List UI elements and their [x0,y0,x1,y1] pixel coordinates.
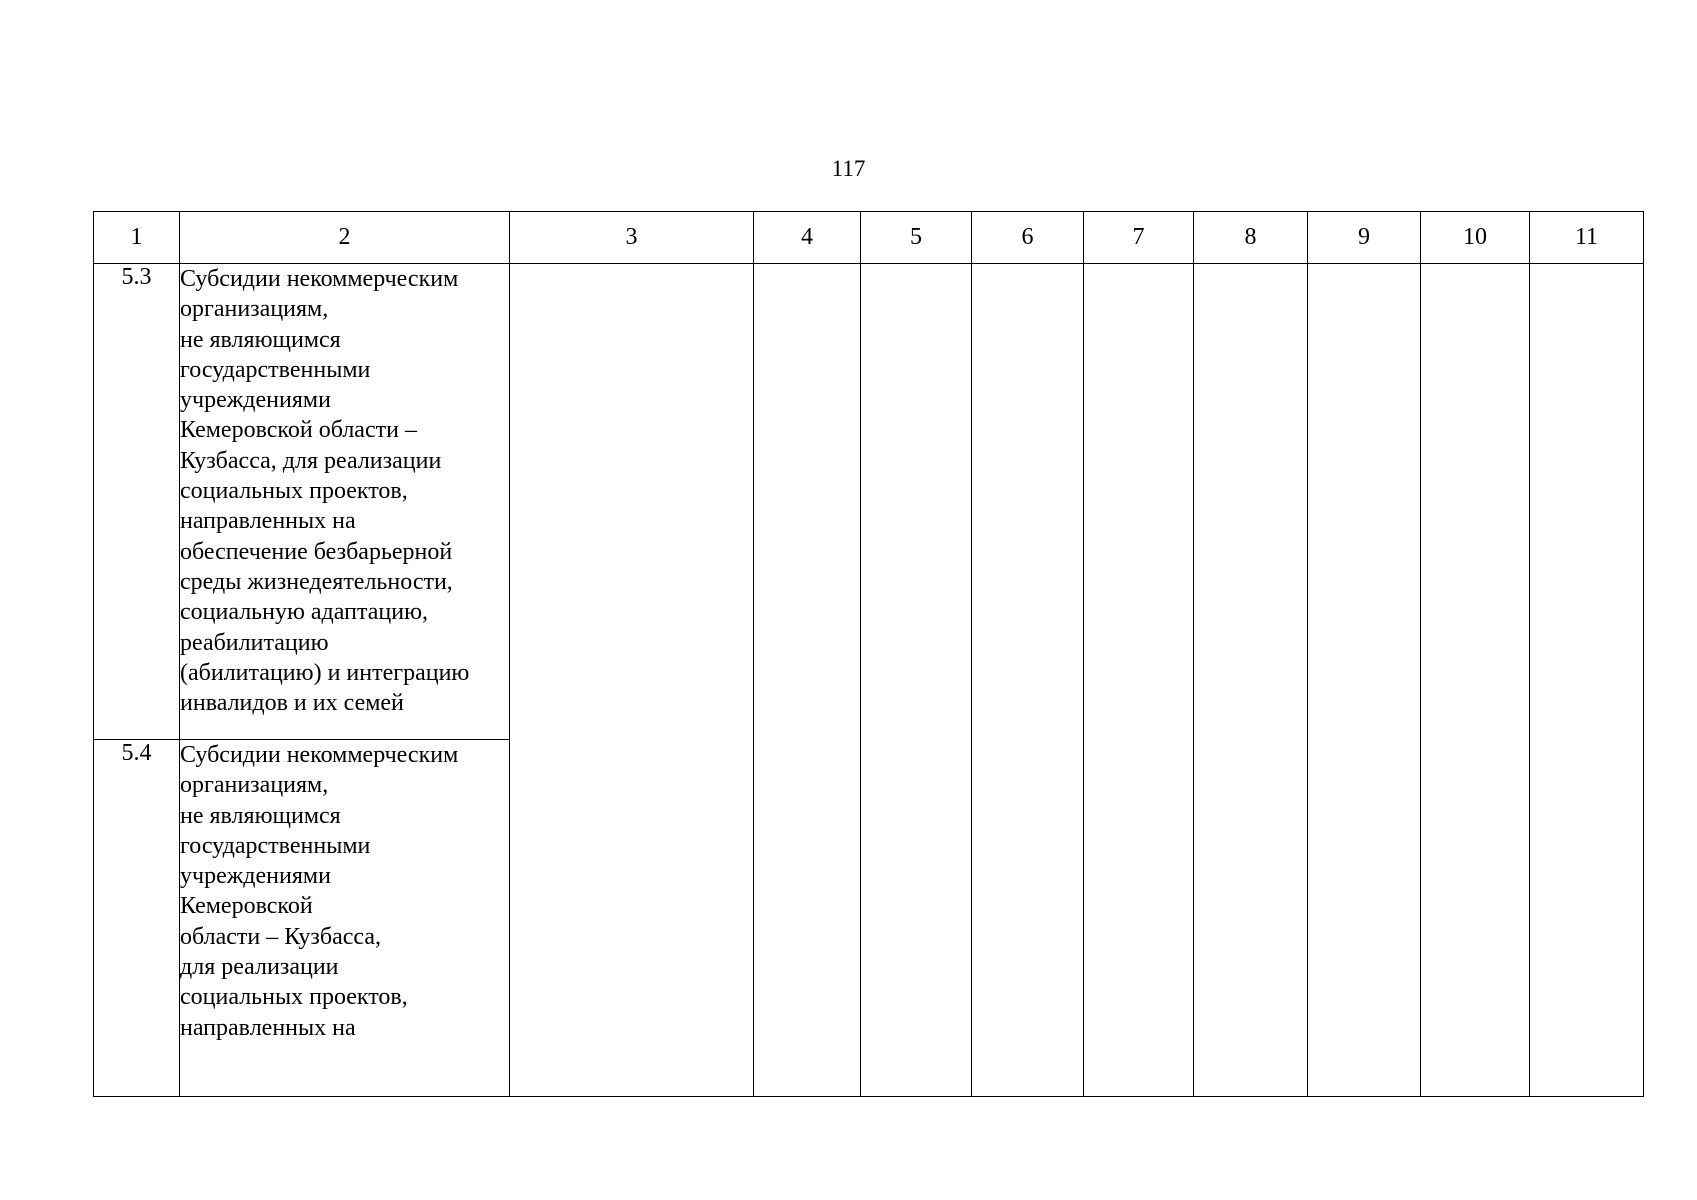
table-cell [510,264,754,1097]
table-cell [1194,264,1308,1097]
table-cell [1084,264,1194,1097]
column-header: 1 [94,212,180,264]
column-header: 6 [972,212,1084,264]
column-header: 9 [1308,212,1421,264]
row-description: Субсидии некоммерческим организациям, не являющимся государственными учреждениями Кемеровской области – Кузбасса, для реализации социальных проектов, направленных на [180,740,510,1097]
column-header: 2 [180,212,510,264]
row-description: Субсидии некоммерческим организациям, не являющимся государственными учреждениями Кемеровской области – Кузбасса, для реализации социальных проектов, направленных на обеспечение безбарьерной среды жизнедеятельности, социальную адаптацию, реабилитацию (абилитацию) и интеграцию инвалидов и их семей [180,264,510,740]
column-header: 8 [1194,212,1308,264]
table-header-row [94,212,1644,264]
data-table [93,211,1644,1097]
table-row [94,264,1644,740]
row-number: 5.3 [94,264,180,740]
table-cell [1308,264,1421,1097]
column-header: 11 [1530,212,1644,264]
table-cell [972,264,1084,1097]
column-header: 5 [861,212,972,264]
page-number: 117 [831,156,866,181]
column-header: 4 [754,212,861,264]
table-cell [1421,264,1530,1097]
table-cell [1530,264,1644,1097]
column-header: 10 [1421,212,1530,264]
table-cell [861,264,972,1097]
column-header: 3 [510,212,754,264]
row-number: 5.4 [94,740,180,1097]
table-cell [754,264,861,1097]
column-header: 7 [1084,212,1194,264]
